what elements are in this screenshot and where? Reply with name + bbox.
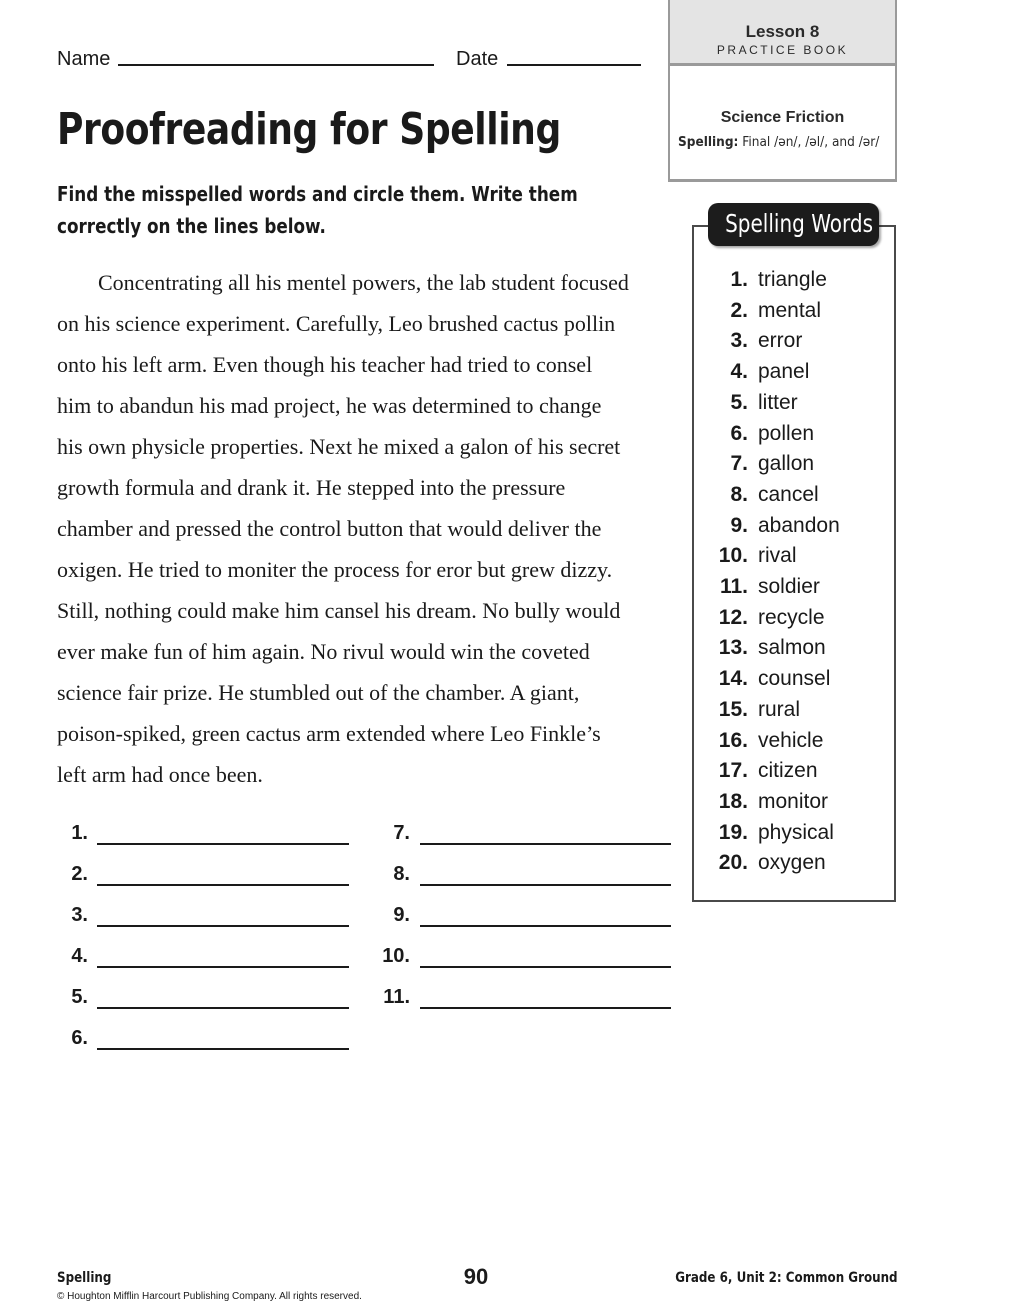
answer-blank[interactable] (97, 925, 349, 927)
passage-line: him to abandun his mad project, he was determined to change (57, 393, 602, 418)
spelling-word-item (700, 667, 890, 697)
answer-number: 11. (383, 986, 410, 1008)
spelling-word: error (758, 329, 803, 353)
spelling-word-number: 16. (718, 728, 748, 752)
answer-blank[interactable] (97, 1007, 349, 1009)
passage-line: Concentrating all his mentel powers, the lab student focused (98, 270, 629, 295)
answer-number: 10. (382, 945, 410, 967)
answer-number: 9. (393, 904, 410, 926)
spelling-word: litter (758, 390, 798, 414)
spelling-word-item (700, 759, 890, 789)
spelling-word: counsel (758, 667, 831, 691)
name-line[interactable] (118, 64, 434, 66)
passage-line: chamber and pressed the control button that would deliver the (57, 516, 602, 541)
spelling-word-item (700, 821, 890, 851)
spelling-word: salmon (758, 636, 826, 660)
spelling-word: mental (758, 298, 822, 322)
page-title: Proofreading for Spelling (57, 104, 561, 155)
passage-line: poison-spiked, green cactus arm extended where Leo Finkle’s (57, 721, 601, 746)
answer-number: 6. (71, 1027, 88, 1049)
answer-number: 1. (71, 822, 88, 844)
spelling-word-number: 2. (730, 298, 748, 322)
spelling-word: triangle (758, 268, 827, 291)
passage-line: on his science experiment. Carefully, Leo brushed cactus pollin (57, 311, 616, 336)
spelling-words-heading: Spelling Words (725, 209, 874, 238)
lesson-box (668, 0, 897, 66)
passage-line: his own physicle properties. Next he mixed a galon of his secret (57, 434, 621, 459)
spelling-word: monitor (758, 789, 829, 813)
spelling-word-item (700, 729, 890, 759)
answer-number: 8. (393, 863, 410, 885)
spelling-word-number: 20. (718, 851, 748, 875)
answer-blank[interactable] (97, 1048, 349, 1050)
spelling-word-item (700, 422, 890, 452)
spelling-word-item (700, 452, 890, 482)
lesson-title: Lesson 8 (745, 22, 820, 41)
spelling-word: oxygen (758, 851, 826, 875)
answer-blank[interactable] (420, 966, 671, 968)
spelling-word-item (700, 575, 890, 605)
spelling-words-heading-tab (708, 203, 879, 246)
spelling-word: panel (758, 360, 810, 384)
lesson-subtitle: PRACTICE BOOK (716, 43, 849, 57)
spelling-word-number: 1. (730, 268, 748, 291)
answer-blank[interactable] (97, 884, 349, 886)
spelling-word-number: 10. (718, 544, 748, 568)
spelling-word-item (700, 636, 890, 666)
spelling-word-number: 5. (730, 390, 748, 414)
passage-line: onto his left arm. Even though his teacher had tried to consel (57, 352, 593, 377)
spelling-word-number: 17. (718, 759, 748, 783)
footer-unit: Grade 6, Unit 2: Common Ground (675, 1270, 898, 1286)
answer-blank[interactable] (420, 843, 671, 845)
spelling-word-number: 11. (719, 575, 748, 598)
spelling-word-item (700, 851, 890, 881)
passage-line: oxigen. He tried to moniter the process for eror but grew dizzy. (57, 557, 613, 582)
answer-number: 5. (71, 986, 88, 1008)
story-title: Science Friction (720, 109, 845, 126)
answer-blank[interactable] (420, 1007, 671, 1009)
spelling-word-item (700, 391, 890, 421)
spelling-word: recycle (758, 605, 825, 629)
spelling-word-number: 14. (718, 667, 748, 691)
spelling-label: Spelling: (678, 134, 739, 150)
spelling-word-item (700, 544, 890, 574)
name-label: Name (57, 48, 111, 70)
spelling-word-item (700, 483, 890, 513)
date-line[interactable] (507, 64, 641, 66)
answer-number: 7. (393, 822, 410, 844)
spelling-word: abandon (758, 513, 840, 537)
answer-number: 4. (71, 945, 88, 967)
spelling-word: soldier (758, 575, 820, 598)
story-box (668, 66, 897, 182)
spelling-word: physical (758, 820, 834, 844)
spelling-word: cancel (758, 482, 819, 506)
spelling-word: gallon (758, 452, 815, 476)
spelling-word-item (700, 698, 890, 728)
passage-line: ever make fun of him again. No rivul would win the coveted (57, 639, 590, 664)
spelling-word-number: 3. (730, 329, 748, 353)
story-spelling (678, 134, 880, 150)
date-label: Date (456, 48, 499, 70)
spelling-word-number: 15. (718, 697, 748, 721)
spelling-word-number: 12. (718, 605, 748, 629)
spelling-word: vehicle (758, 728, 824, 752)
spelling-word: rival (758, 544, 797, 568)
spelling-word-item (700, 606, 890, 636)
spelling-word-number: 4. (730, 360, 748, 384)
passage-line: science fair prize. He stumbled out of the chamber. A giant, (57, 680, 580, 705)
spelling-word-number: 9. (730, 513, 748, 537)
spelling-word-item (700, 514, 890, 544)
page-number: 90 (463, 1264, 489, 1289)
spelling-word-item (700, 790, 890, 820)
spelling-word-number: 6. (730, 421, 748, 445)
instructions: Find the misspelled words and circle them. Write them correctly on the lines below. (57, 182, 578, 238)
spelling-word-number: 7. (730, 452, 748, 476)
copyright: © Houghton Mifflin Harcourt Publishing Company. All rights reserved. (57, 1291, 362, 1302)
passage-line: Still, nothing could make him cansel his dream. No bully would (57, 598, 621, 623)
spelling-word-item (700, 329, 890, 359)
passage-line: growth formula and drank it. He stepped into the pressure (57, 475, 566, 500)
answer-number: 2. (71, 863, 88, 885)
answer-blank[interactable] (97, 843, 349, 845)
footer-subject: Spelling (57, 1270, 112, 1286)
spelling-word-number: 13. (718, 636, 748, 660)
answer-blank[interactable] (97, 966, 349, 968)
spelling-word: citizen (758, 759, 818, 783)
spelling-word-item (700, 299, 890, 329)
answer-blank[interactable] (420, 925, 671, 927)
spelling-word: pollen (758, 421, 815, 445)
spelling-word-item (700, 268, 890, 298)
spelling-word-item (700, 360, 890, 390)
answer-number: 3. (71, 904, 88, 926)
answer-blank[interactable] (420, 884, 671, 886)
passage-line: left arm had once been. (57, 762, 263, 787)
spelling-word-number: 8. (730, 482, 748, 506)
spelling-word-number: 19. (718, 820, 748, 844)
spelling-word: rural (758, 697, 801, 721)
spelling-word-number: 18. (718, 789, 748, 813)
spelling-pattern: Final /ən/, /əl/, and /ər/ (742, 134, 880, 150)
passage (57, 262, 677, 795)
